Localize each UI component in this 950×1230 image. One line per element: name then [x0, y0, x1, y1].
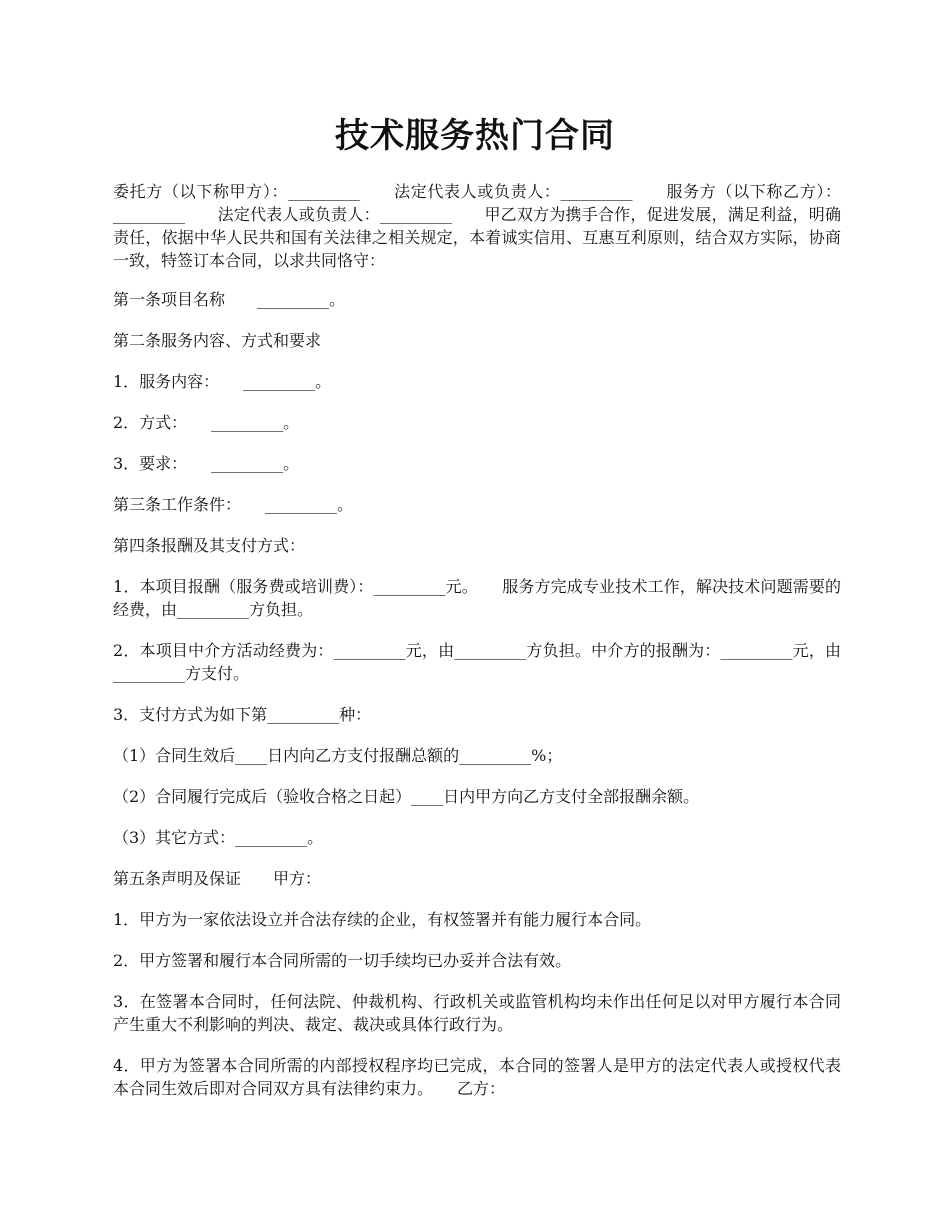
article-2-heading: 第二条服务内容、方式和要求: [113, 331, 322, 350]
article-2-item-2: 2．方式： _________。: [113, 413, 300, 432]
payment-option-2: （2）合同履行完成后（验收合格之日起）____日内甲方向乙方支付全部报酬余额。: [113, 787, 700, 806]
preamble-paragraph: 委托方（以下称甲方）：_________ 法定代表人或负责人：_________ 服务方（以下称乙方）：_________ 法定代表人或负责人：_________ 甲乙双方为携手合作，促进发展，满足利益，明确责任，依据中华人民共和国有关法律之相关规定，本着诚实信用、互惠互利原则，结合双方实际，协商一致，特签订本合同，以求共同恪守：: [113, 182, 841, 270]
payment-option-3: （3）其它方式：_________。: [113, 828, 324, 847]
article-5-heading: 第五条声明及保证 甲方：: [113, 869, 322, 888]
article-3-working-conditions: 第三条工作条件： _________。: [113, 495, 354, 514]
party-a-statement-2: 2．甲方签署和履行本合同所需的一切手续均已办妥并合法有效。: [113, 951, 572, 970]
article-4-item-1: 1．本项目报酬（服务费或培训费）：_________元。 服务方完成专业技术工作，解决技术问题需要的经费，由_________方负担。: [113, 577, 841, 619]
party-a-statement-3: 3．在签署本合同时，任何法院、仲裁机构、行政机关或监管机构均未作出任何足以对甲方履行本合同产生重大不利影响的判决、裁定、裁决或具体行政行为。: [113, 992, 841, 1034]
party-a-statement-1: 1．甲方为一家依法设立并合法存续的企业，有权签署并有能力履行本合同。: [113, 910, 652, 929]
article-2-item-3: 3．要求： _________。: [113, 454, 300, 473]
article-4-item-2: 2．本项目中介方活动经费为：_________元，由_________方负担。中介方的报酬为：_________元，由_________方支付。: [113, 641, 841, 683]
article-2-item-1: 1．服务内容： _________。: [113, 372, 332, 391]
document-title: 技术服务热门合同: [335, 116, 615, 156]
party-a-statement-4: 4．甲方为签署本合同所需的内部授权程序均已完成，本合同的签署人是甲方的法定代表人或授权代表本合同生效后即对合同双方具有法律约束力。 乙方：: [113, 1056, 841, 1098]
article-4-heading: 第四条报酬及其支付方式：: [113, 536, 306, 555]
article-1-project-name: 第一条项目名称 _________。: [113, 290, 346, 309]
payment-option-1: （1）合同生效后____日内向乙方支付报酬总额的_________%；: [113, 746, 563, 765]
article-4-item-3: 3．支付方式为如下第_________种：: [113, 705, 372, 724]
